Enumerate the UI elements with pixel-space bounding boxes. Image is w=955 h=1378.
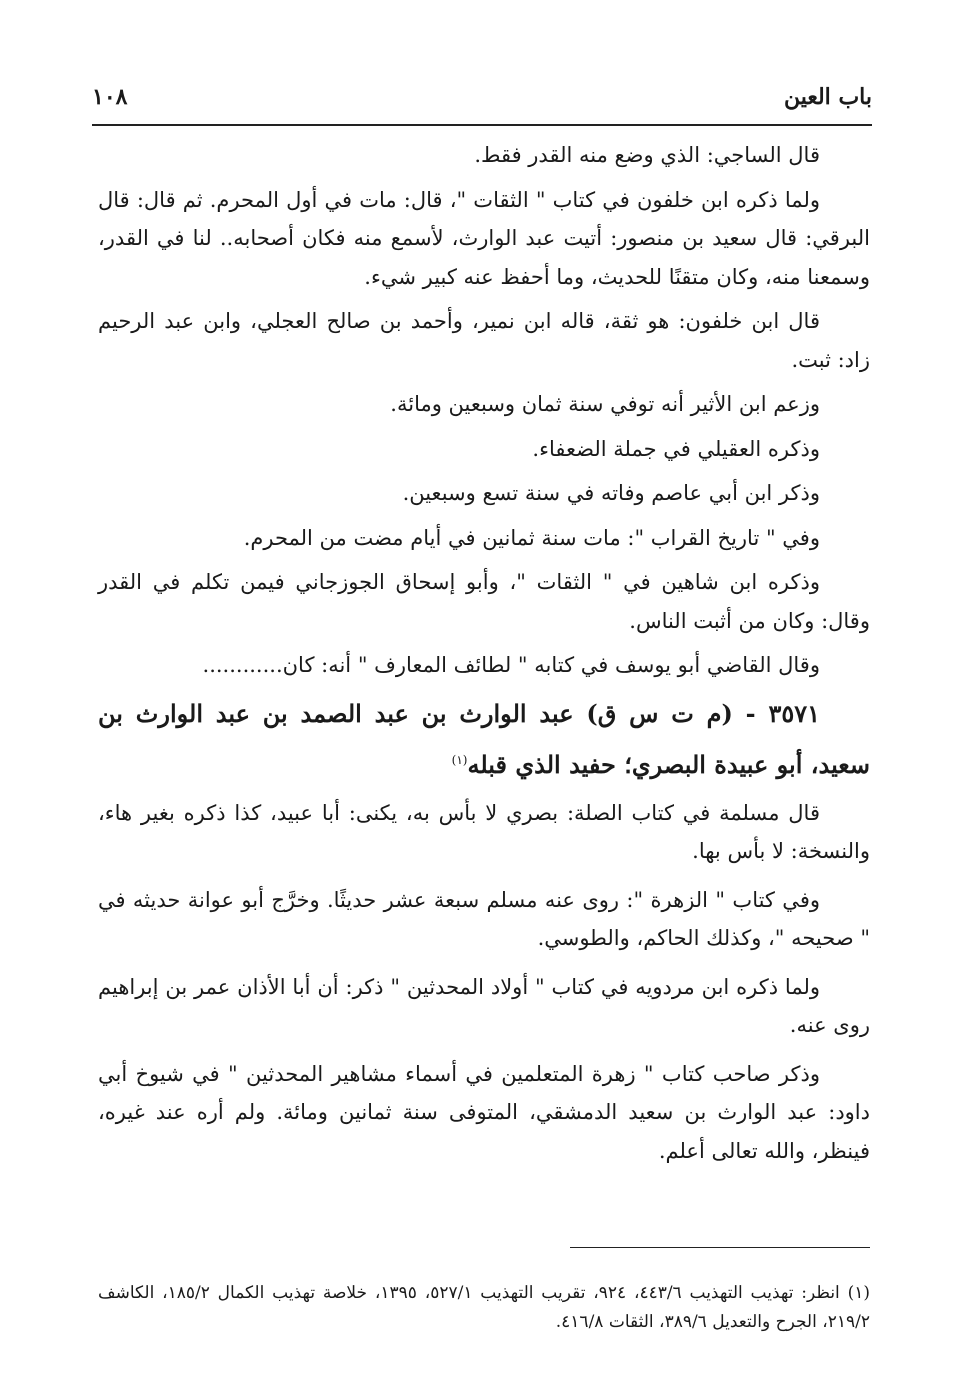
paragraph: وذكر صاحب كتاب " زهرة المتعلمين في أسماء مشاهير المحدثين " في شيوخ أبي داود: عبد الوارث بن سعيد الدمشقي، المتوفى سنة ثمانين ومائة. ولم أره عند غيره، فينظر، والله تعالى أعلم.: [98, 1061, 870, 1163]
main-text: [98, 136, 870, 1176]
paragraph: وفي " تاريخ القراب ": مات سنة ثمانين في أيام مضت من المحرم.: [243, 525, 820, 550]
paragraph: وذكره ابن شاهين في " الثقات "، وأبو إسحاق الجوزجاني فيمن تكلم في القدر وقال: وكان من أثبت الناس.: [98, 570, 870, 633]
footnote-divider: [570, 1247, 870, 1248]
paragraph: ولما ذكره ابن خلفون في كتاب " الثقات "، قال: مات في أول المحرم. ثم قال: قال البرقي: قال سعيد بن منصور: أتيت عبد الوارث، لأسمع منه فكان أصحابه.. لنا في القدر، وسمعنا منه، وكان متقنًا للحديث، وما أحفظ عنه كبير شيء.: [98, 187, 870, 289]
page-number: ١٠٨: [92, 84, 128, 110]
entry-heading: [98, 691, 870, 788]
paragraph: وقال القاضي أبو يوسف في كتابه " لطائف المعارف " أنه: كان............: [202, 653, 820, 677]
paragraph: وذكره العقيلي في جملة الضعفاء.: [532, 436, 820, 461]
paragraph: قال ابن خلفون: هو ثقة، قاله ابن نمير، وأحمد بن صالح العجلي، وابن عبد الرحيم زاد: ثبت.: [98, 309, 870, 372]
paragraph: ولما ذكره ابن مردويه في كتاب " أولاد المحدثين " ذكر: أن أبا الأذان عمر بن إبراهيم روى عنه.: [98, 974, 870, 1037]
footnote-reference: (١): [451, 752, 468, 767]
paragraph: وزعم ابن الأثير أنه توفي سنة ثمان وسبعين ومائة.: [390, 392, 820, 416]
chapter-title: باب العين: [783, 84, 872, 110]
paragraph: وذكر ابن أبي عاصم وفاته في سنة تسع وسبعين.: [402, 481, 820, 505]
page-header: [92, 78, 872, 118]
header-divider: [92, 124, 872, 126]
paragraph: وفي كتاب " الزهرة ": روى عنه مسلم سبعة عشر حديثًا. وخرَّج أبو عوانة حديثه في " صحيحه "، وكذلك الحاكم، والطوسي.: [98, 887, 870, 950]
paragraph: قال الساجي: الذي وضع منه القدر فقط.: [474, 143, 820, 167]
footnote: (١) انظر: تهذيب التهذيب ٤٤٣/٦، ٩٢٤، تقريب التهذيب ٥٢٧/١، ١٣٩٥، خلاصة تهذيب الكمال ١٨٥/٢، الكاشف ٢١٩/٢، الجرح والتعديل ٣٨٩/٦، الثقات ٤١٦/٨.: [98, 1283, 870, 1332]
paragraph: قال مسلمة في كتاب الصلة: بصري لا بأس به، يكنى: أبا عبيد، كذا ذكره بغير هاء، والنسخة: لا بأس بها.: [98, 800, 870, 863]
entry-heading-text: ٣٥٧١ - (م ت س ق) عبد الوارث بن عبد الصمد بن عبد الوارث بن سعيد، أبو عبيدة البصري؛ حفيد الذي قبله: [98, 698, 870, 779]
